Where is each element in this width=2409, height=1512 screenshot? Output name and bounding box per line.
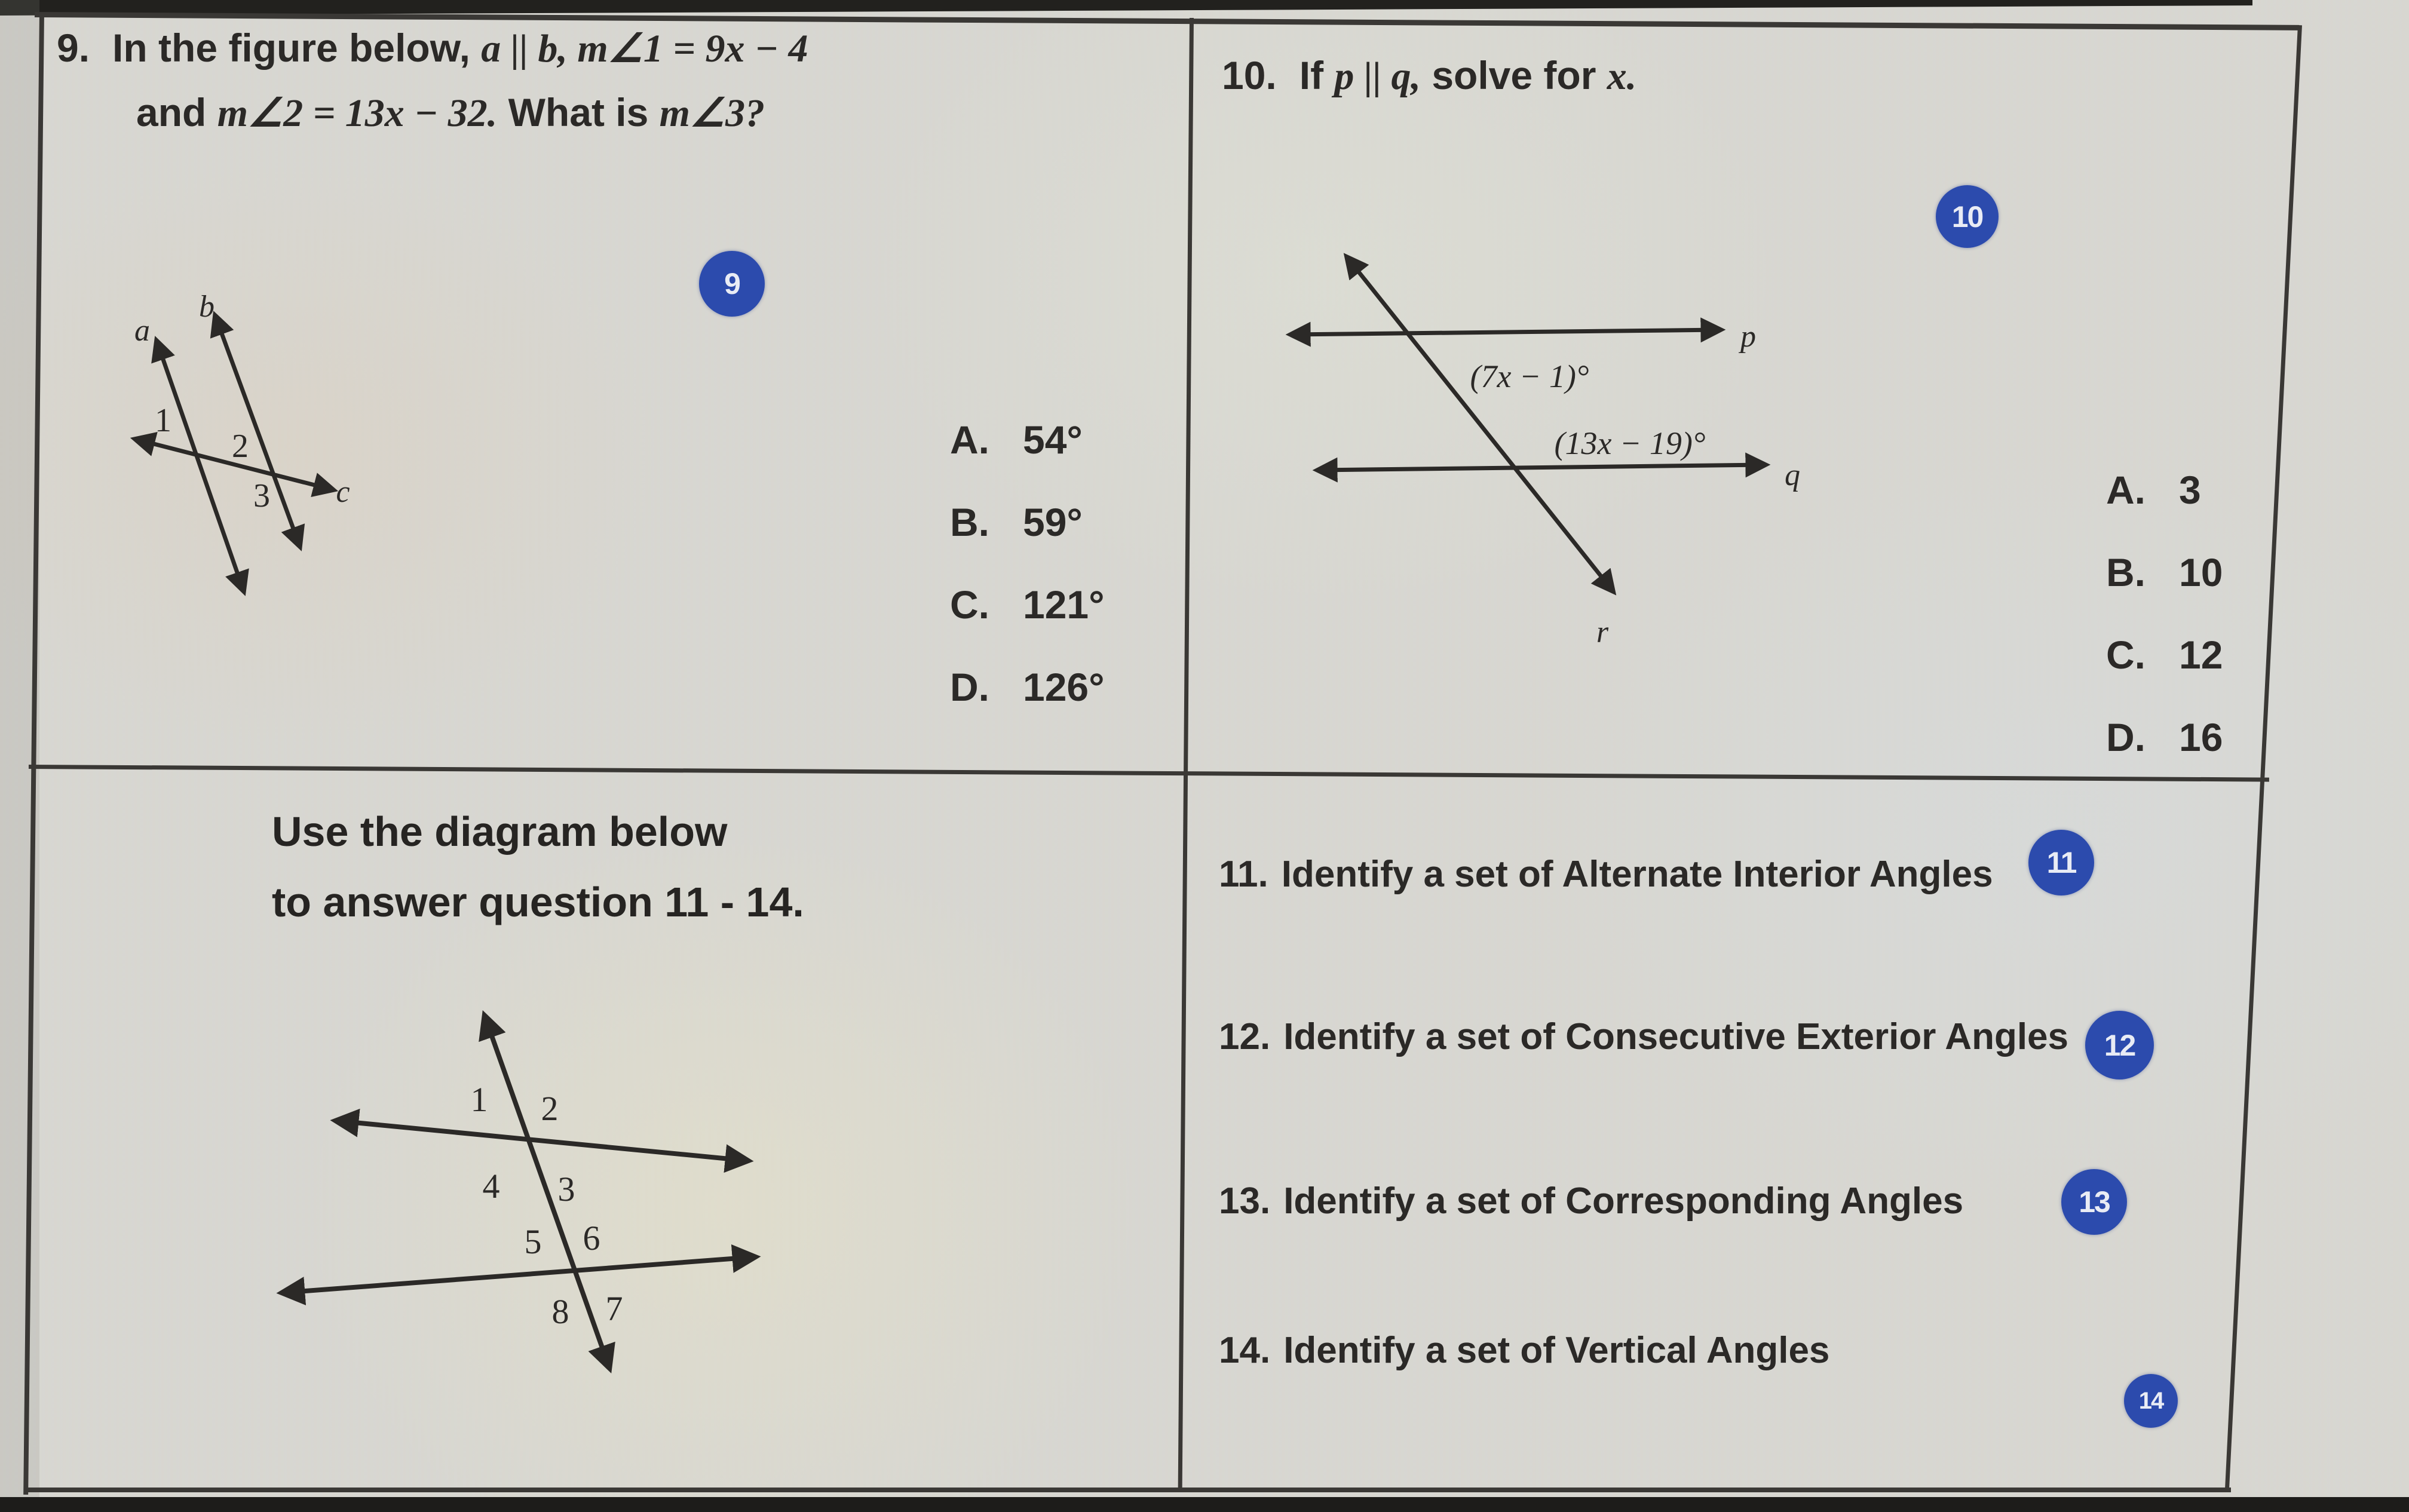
questions-11-14-diagram [251, 968, 848, 1422]
label-line-q: q [1785, 458, 1800, 492]
q10-choice-d-label: D. [2106, 715, 2146, 759]
q10-text-line [1222, 53, 1636, 99]
q11-text-body: Identify a set of Alternate Interior Angles [1281, 854, 1993, 895]
label-angle-1: 1 [155, 402, 171, 439]
q10-text-plain1: If [1299, 53, 1335, 97]
q9-choice-a [950, 417, 1105, 462]
q10-choice-c [2106, 632, 2223, 677]
label-angle-7: 7 [605, 1289, 623, 1328]
question-10-badge[interactable] [1936, 185, 1999, 248]
diagram-note-line2: to answer question 11 - 14. [272, 879, 804, 925]
q10-choice-d-value: 16 [2179, 715, 2223, 759]
q10-choice-a-label: A. [2106, 468, 2146, 512]
q9-text-plain3: What is [497, 90, 660, 134]
question-12-badge[interactable] [2085, 1011, 2154, 1079]
q10-choices [2106, 467, 2223, 797]
q9-choice-d-value: 126° [1023, 665, 1105, 709]
label-angle-3: 3 [253, 477, 270, 514]
q9-number: 9. [57, 26, 90, 70]
q9-choice-c-value: 121° [1023, 582, 1105, 627]
label-line-c: c [336, 475, 350, 509]
question-12-badge-label: 12 [2104, 1028, 2135, 1062]
q9-text-line2 [136, 90, 765, 136]
question-13-badge[interactable] [2061, 1169, 2127, 1235]
table-border-bottom [26, 1488, 2231, 1492]
q13-text [1219, 1180, 1963, 1222]
q9-choice-c [950, 582, 1105, 627]
q10-choice-b [2106, 550, 2223, 595]
question-11-badge-label: 11 [2046, 846, 2076, 879]
q9-text-plain1: In the figure below, [112, 26, 482, 70]
q14-text [1219, 1329, 1829, 1372]
q9-choice-a-label: A. [950, 418, 989, 462]
label-angle-1: 1 [470, 1080, 488, 1119]
q14-number: 14. [1219, 1330, 1271, 1371]
q14-text-body: Identify a set of Vertical Angles [1283, 1330, 1830, 1371]
transversal-r [1347, 257, 1613, 591]
q13-number: 13. [1219, 1180, 1271, 1222]
q9-text-math1: a || b, m∠1 = 9x − 4 [481, 27, 808, 70]
q10-text-math1: p || q, [1334, 54, 1421, 98]
table-divider-horizontal [29, 765, 2269, 782]
transversal-line [482, 1016, 609, 1368]
q11-text [1219, 853, 1993, 895]
q10-choice-b-label: B. [2106, 550, 2146, 594]
line-q [1317, 465, 1766, 470]
question-14-badge-label: 14 [2138, 1387, 2163, 1414]
question-14-badge[interactable] [2124, 1374, 2178, 1428]
diagram-note-line1: Use the diagram below [272, 808, 728, 855]
label-angle-5: 5 [524, 1222, 542, 1261]
q9-diagram [90, 251, 508, 669]
q10-diagram [1231, 239, 1828, 657]
screen-bottom-edge [0, 1497, 2409, 1512]
label-angle-7x-1: (7x − 1)° [1470, 358, 1589, 394]
line-p [1291, 330, 1721, 335]
q9-text-line1 [57, 25, 808, 72]
label-line-p: p [1740, 320, 1756, 354]
q9-choice-d [950, 664, 1105, 710]
q10-choice-a-value: 3 [2179, 468, 2201, 512]
label-angle-8: 8 [551, 1292, 569, 1331]
q9-choice-a-value: 54° [1023, 418, 1083, 462]
q10-choice-d [2106, 714, 2223, 760]
question-9-badge[interactable] [699, 251, 765, 317]
question-11-badge[interactable] [2028, 830, 2094, 895]
question-10-badge-label: 10 [1951, 200, 1983, 234]
line-a [157, 341, 244, 591]
q9-text-math2: m∠2 = 13x − 32. [217, 91, 498, 135]
label-angle-13x-19: (13x − 19)° [1554, 425, 1706, 461]
label-line-b: b [199, 290, 214, 324]
table-divider-vertical [1178, 18, 1194, 1489]
q10-text-plain2: solve for [1420, 53, 1607, 97]
q9-choice-b-value: 59° [1023, 500, 1083, 544]
question-13-badge-label: 13 [2079, 1185, 2110, 1219]
label-line-a: a [134, 314, 150, 348]
q9-choices [950, 417, 1105, 747]
label-angle-3: 3 [557, 1170, 575, 1209]
q10-number: 10. [1222, 53, 1277, 97]
q9-choice-b [950, 499, 1105, 545]
q10-choice-b-value: 10 [2179, 550, 2223, 594]
label-angle-6: 6 [583, 1219, 600, 1258]
q10-choice-c-value: 12 [2179, 633, 2223, 677]
q9-choice-b-label: B. [950, 500, 989, 544]
q9-text-plain2: and [136, 90, 217, 134]
question-9-badge-label: 9 [724, 267, 740, 300]
q12-text [1219, 1016, 2068, 1058]
table-border-right [2225, 25, 2302, 1492]
q10-text-math2: x. [1607, 54, 1637, 98]
q9-choice-c-label: C. [950, 582, 989, 627]
q10-choice-a [2106, 467, 2223, 513]
q13-text-body: Identify a set of Corresponding Angles [1283, 1180, 1964, 1222]
q9-choice-d-label: D. [950, 665, 989, 709]
q12-text-body: Identify a set of Consecutive Exterior Angles [1283, 1016, 2069, 1057]
label-angle-2: 2 [232, 428, 249, 465]
q10-choice-c-label: C. [2106, 633, 2146, 677]
parallel-line-2 [282, 1257, 755, 1293]
label-line-r: r [1596, 615, 1609, 649]
q12-number: 12. [1219, 1016, 1271, 1057]
label-angle-2: 2 [541, 1089, 559, 1128]
q9-text-math3: m∠3? [659, 91, 765, 135]
q11-number: 11. [1219, 854, 1268, 895]
label-angle-4: 4 [482, 1167, 500, 1206]
